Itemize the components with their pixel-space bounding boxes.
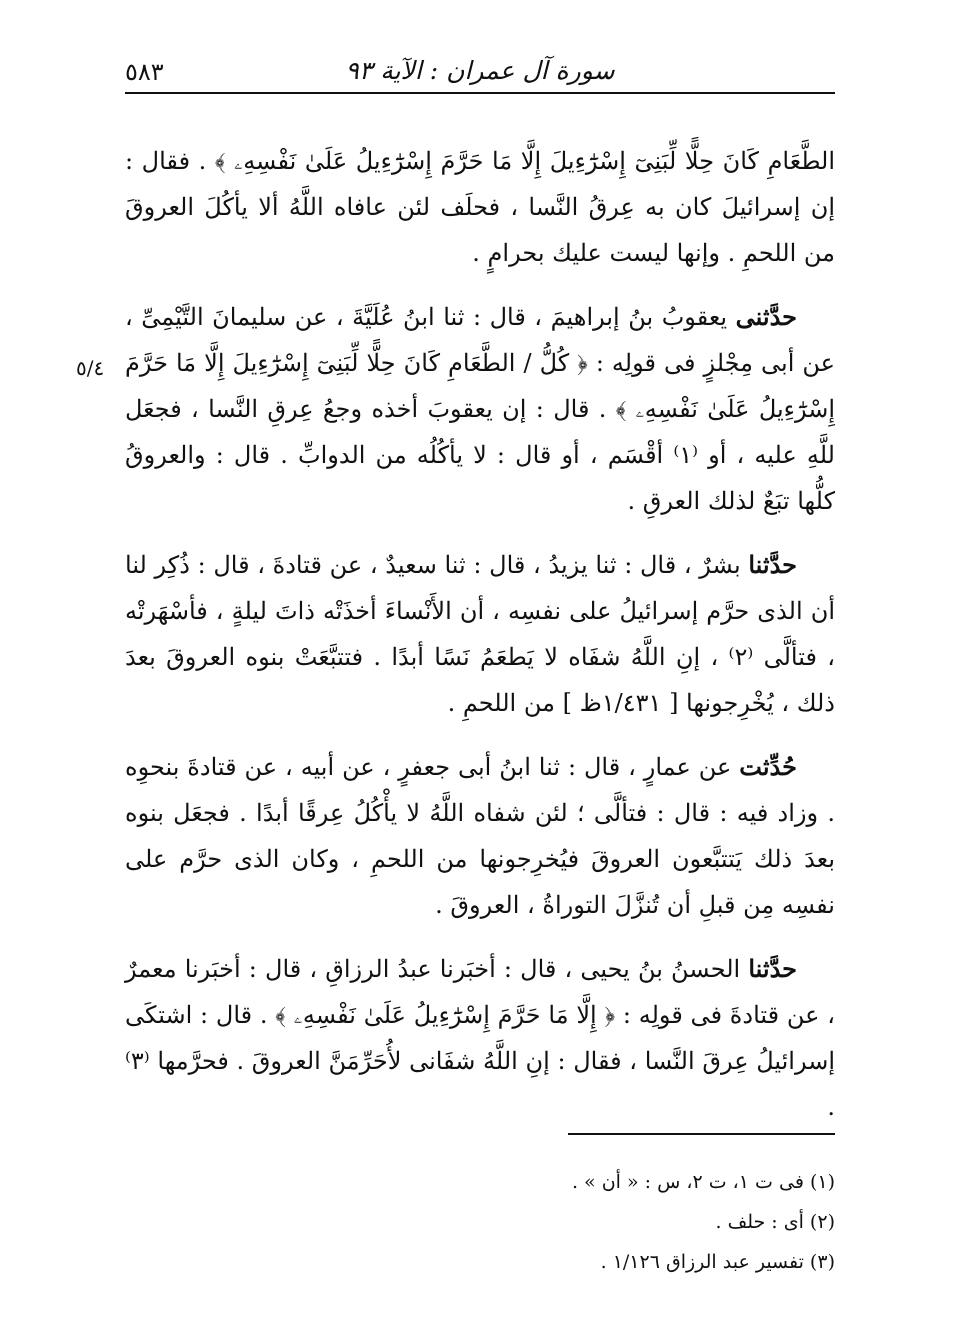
footnote-2: (٢) أى : حلف . [715,1211,835,1233]
body-text [125,138,835,1148]
paragraph-3 [125,542,835,726]
page-header [125,52,835,94]
paragraph-text: عن عمارٍ ، قال : ثنا ابنُ أبى جعفرٍ ، عن أبيه ، عن قتادةَ بنحوِه . وزاد فيه : قال : فتألَّى ؛ لئن شفاه اللَّهُ لا يأْكُلُ عِرقًا أبدًا . فجعَل بنوه بعدَ ذلك يَتتبَّعون العروقَ فيُخرِجونها من اللحمِ ، وكان الذى حرَّم على نفسِه مِن قبلِ أن تُنزَّلَ التوراةُ ، العروقَ . [125,753,835,919]
paragraph-lead: حدَّثنى [735,302,797,331]
paragraph-lead: حدَّثنا [748,550,798,579]
footnote-separator [568,1133,835,1135]
paragraph-text: يعقوبُ بنُ إبراهيمَ ، قال : ثنا ابنُ عُلَيَّةَ ، عن سليمانَ التَّيْمِىِّ ، عن أبى مِجْلزٍ فى قولِه : ﴿ كُلُّ / الطَّعَامِ كَانَ حِلًّا لِّبَنِىٓ إِسْرَٰٓءِيلَ إِلَّا مَا حَرَّمَ إِسْرَٰٓءِيلُ عَلَىٰ نَفْسِهِۦ ﴾ . قال : إن يعقوبَ أخذه وجعُ عِرقِ النَّسا ، فجعَل للَّهِ عليه ، أو ⁽١⁾ أقْسَم ، أو قال : لا يأكُلُه من الدوابِّ . قال : والعروقُ كلُّها تبَعٌ لذلك العرقِ . [125,303,835,515]
paragraph-text: الحسنُ بنُ يحيى ، قال : أخبَرنا عبدُ الرزاقِ ، قال : أخبَرنا معمرٌ ، عن قتادةَ فى قولِه : ﴿ إِلَّا مَا حَرَّمَ إِسْرَٰٓءِيلُ عَلَىٰ نَفْسِهِۦ ﴾ . قال : اشتكَى إسرائيلُ عِرقَ النَّسا ، فقال : إنِ اللَّهُ شفَانى لأُحَرِّمَنَّ العروقَ . فحرَّمها ⁽٣⁾ . [125,955,835,1121]
paragraph-lead: حدَّثنا [748,954,797,983]
paragraph-1 [125,138,835,276]
paragraph-lead: حُدِّثت [739,752,797,781]
paragraph-4 [125,744,835,928]
paragraph-text: الطَّعَامِ كَانَ حِلًّا لِّبَنِىٓ إِسْرَٰٓءِيلَ إِلَّا مَا حَرَّمَ إِسْرَٰٓءِيلُ عَلَىٰ نَفْسِهِۦ ﴾ . فقال : إن إسرائيلَ كان به عِرقُ النَّسا ، فحلَف لئن عافاه اللَّهُ ألا يأكُلَ العروقَ من اللحمِ . وإنها ليست عليك بحرامٍ . [125,147,835,267]
footnote-3: (٣) تفسير عبد الرزاق ١/١٢٦ . [600,1251,835,1273]
page-number: ٥٨٣ [125,58,164,86]
running-title: سورة آل عمران : الآية ٩٣ [345,56,615,85]
footnotes [125,1162,835,1282]
paragraph-2 [125,294,835,524]
footnote-1: (١) فى ت ١، ت ٢، س : « أن » . [571,1171,835,1193]
paragraph-5 [125,946,835,1130]
paragraph-text: بشرٌ ، قال : ثنا يزيدُ ، قال : ثنا سعيدٌ ، عن قتادةَ ، قال : ذُكِر لنا أن الذى حرَّم إسرائيلُ على نفسِه ، أن الأَنْساءَ أخذَتْه ذاتَ ليلةٍ ، فأسْهَرتْه ، فتألَّى ⁽٢⁾ ، إنِ اللَّهُ شفَاه لا يَطعَمُ نَسًا أبدًا . فتتبَّعَتْ بنوه العروقَ بعدَ ذلك ، يُخْرِجونها [ ١/٤٣١ظ ] من اللحمِ . [125,551,835,717]
manuscript-margin-note: ٥/٤ [76,356,105,380]
